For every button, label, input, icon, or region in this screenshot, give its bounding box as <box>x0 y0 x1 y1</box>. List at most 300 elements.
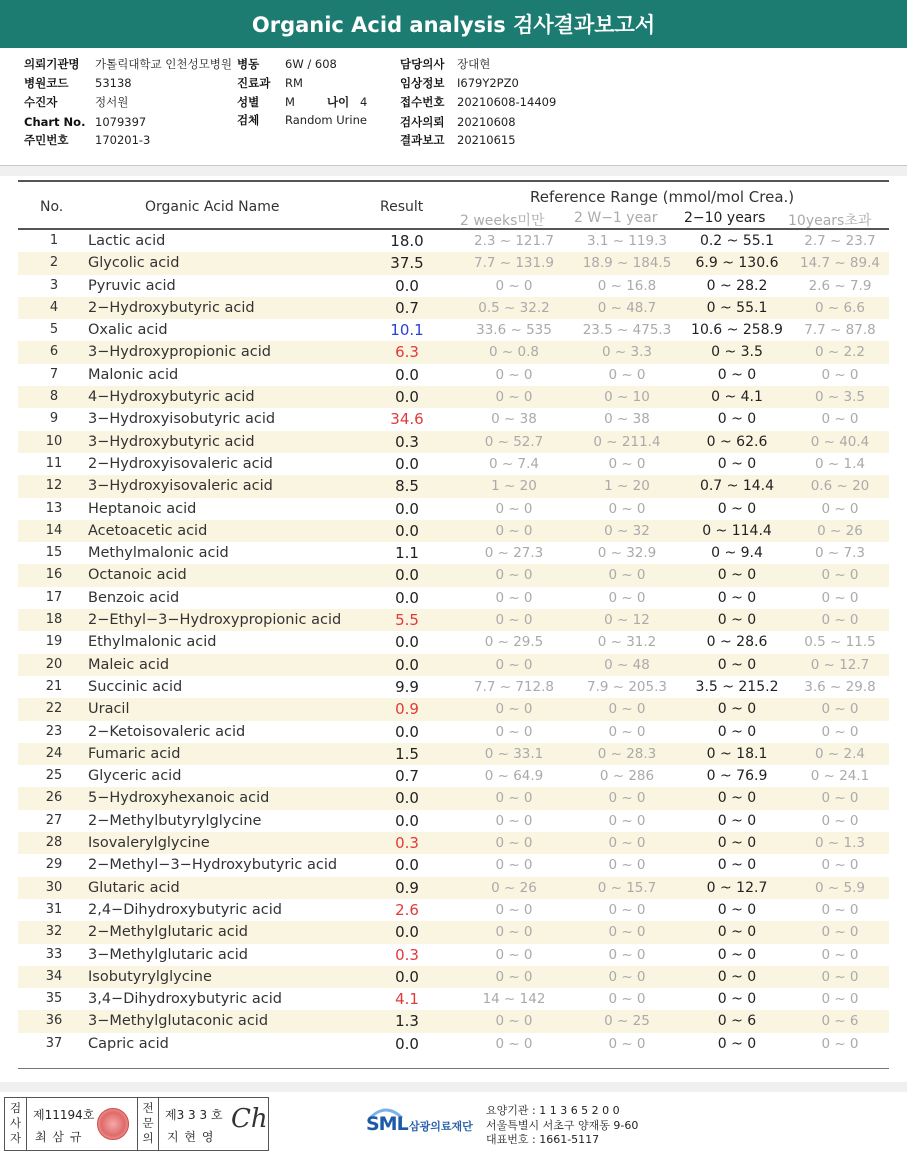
acid-name: Lactic acid <box>88 233 166 249</box>
ref-range-2-10y: 0 ~ 114.4 <box>702 522 772 539</box>
acid-name: 2−Hydroxyisovaleric acid <box>88 455 273 472</box>
table-row <box>18 698 889 720</box>
row-number: 15 <box>45 545 63 561</box>
ref-range-2weeks: 0 ~ 0 <box>495 522 533 539</box>
table-row <box>18 587 889 609</box>
acid-name: Malonic acid <box>88 366 179 383</box>
id-label: 주민번호 <box>24 133 69 147</box>
ref-range-2-10y: 3.5 ~ 215.2 <box>695 678 779 695</box>
ref-range-10y-plus: 0 ~ 0 <box>821 857 859 874</box>
ref-range-2weeks: 0 ~ 0 <box>495 1035 533 1052</box>
ref-range-2weeks: 33.6 ~ 535 <box>476 322 552 339</box>
sex-label: 성별 <box>237 95 260 109</box>
id-value: 170201-3 <box>95 133 151 147</box>
row-number: 3 <box>49 277 59 293</box>
acid-name: Isobutyrylglycine <box>88 968 212 985</box>
row-number: 13 <box>45 500 63 516</box>
result-value: 0.0 <box>395 588 419 607</box>
ref-col-2weeks: 2 weeks미만 <box>460 213 545 229</box>
ref-range-2weeks: 0 ~ 52.7 <box>484 433 544 450</box>
row-number: 26 <box>45 790 63 806</box>
ref-range-2weeks: 0 ~ 0 <box>495 701 533 718</box>
row-number: 14 <box>45 522 63 538</box>
ref-range-2-10y: 0 ~ 0 <box>717 723 757 740</box>
acid-name: 3−Methylglutaric acid <box>88 946 248 963</box>
table-row <box>18 810 889 832</box>
age-value: 4 <box>360 95 368 109</box>
col-result-header: Result <box>380 199 424 215</box>
ref-range-10y-plus: 0 ~ 40.4 <box>810 433 870 450</box>
ref-range-2weeks: 0 ~ 0 <box>495 924 533 941</box>
ref-range-2weeks: 0 ~ 0 <box>495 835 533 852</box>
acid-name: Isovalerylglycine <box>88 835 210 852</box>
row-number: 23 <box>45 723 63 739</box>
acid-name: Glyceric acid <box>88 768 182 785</box>
ref-range-2w-1y: 0 ~ 0 <box>608 723 646 740</box>
table-row <box>18 944 889 966</box>
row-number: 11 <box>45 455 63 471</box>
result-value: 0.0 <box>395 655 419 674</box>
ref-range-2weeks: 0 ~ 0 <box>495 723 533 740</box>
table-row <box>18 275 889 297</box>
row-number: 33 <box>45 946 63 962</box>
result-value: 0.0 <box>395 811 419 830</box>
acid-name: Pyruvic acid <box>88 277 176 294</box>
ref-range-10y-plus: 0 ~ 26 <box>817 522 863 539</box>
ref-range-2weeks: 0 ~ 0 <box>495 277 533 294</box>
ref-range-2w-1y: 0 ~ 48.7 <box>597 299 657 316</box>
acid-name: 2−Methyl−3−Hydroxybutyric acid <box>88 857 338 874</box>
acid-name: Octanoic acid <box>88 567 187 584</box>
ref-range-2-10y: 0.7 ~ 14.4 <box>699 478 775 495</box>
acid-name: Ethylmalonic acid <box>88 634 217 651</box>
ref-range-10y-plus: 0 ~ 0 <box>821 366 859 383</box>
result-value: 0.0 <box>395 789 419 808</box>
ref-range-2-10y: 0 ~ 28.2 <box>706 277 768 294</box>
ref-range-2weeks: 0 ~ 0 <box>495 389 533 406</box>
table-row <box>18 609 889 631</box>
ref-range-2weeks: 0 ~ 0 <box>495 500 533 517</box>
ref-range-2-10y: 0 ~ 0 <box>717 366 757 383</box>
ref-range-10y-plus: 0 ~ 0 <box>821 567 859 584</box>
result-value: 0.0 <box>395 1034 419 1053</box>
table-row <box>18 498 889 520</box>
ref-range-2weeks: 0 ~ 0 <box>495 612 533 629</box>
sml-logo-text: SML <box>366 1113 408 1135</box>
ref-range-2-10y: 0.2 ~ 55.1 <box>699 233 775 249</box>
acid-name: 4−Hydroxybutyric acid <box>88 389 255 406</box>
acid-name: 3−Hydroxypropionic acid <box>88 344 272 361</box>
row-number: 12 <box>45 478 63 494</box>
row-number: 6 <box>49 344 59 360</box>
footer-separator-band <box>0 1082 907 1092</box>
acid-name: Succinic acid <box>88 678 183 695</box>
row-number: 1 <box>49 233 59 248</box>
ref-range-10y-plus: 0 ~ 5.9 <box>815 879 865 896</box>
ref-col-2-10y: 2−10 years <box>684 210 766 226</box>
ref-range-10y-plus: 0 ~ 0 <box>821 812 859 829</box>
row-number: 25 <box>45 768 63 784</box>
ref-range-2w-1y: 0 ~ 0 <box>608 924 646 941</box>
table-row <box>18 1033 889 1055</box>
result-value: 0.3 <box>395 834 419 853</box>
table-row <box>18 765 889 787</box>
ref-range-2-10y: 0 ~ 9.4 <box>711 545 763 562</box>
table-row <box>18 721 889 743</box>
result-value: 0.0 <box>395 967 419 986</box>
acid-name: Glutaric acid <box>88 879 180 896</box>
ref-range-2w-1y: 0 ~ 3.3 <box>602 344 652 361</box>
ref-range-10y-plus: 3.6 ~ 29.8 <box>804 678 876 695</box>
ref-range-2weeks: 0 ~ 0 <box>495 901 533 918</box>
result-value: 2.6 <box>395 900 419 919</box>
ref-range-10y-plus: 0 ~ 2.2 <box>815 344 865 361</box>
table-row <box>18 676 889 698</box>
ref-range-10y-plus: 0 ~ 24.1 <box>810 768 870 785</box>
ref-range-2-10y: 0 ~ 0 <box>717 411 757 428</box>
row-number: 36 <box>45 1013 63 1029</box>
ref-range-2w-1y: 0 ~ 15.7 <box>597 879 657 896</box>
table-row <box>18 854 889 876</box>
request-value: 20210608 <box>457 115 516 129</box>
table-row <box>18 520 889 542</box>
ref-range-2w-1y: 0 ~ 0 <box>608 455 646 472</box>
signature-box <box>4 1097 269 1151</box>
table-row <box>18 386 889 408</box>
ref-range-10y-plus: 2.7 ~ 23.7 <box>804 233 876 249</box>
ref-range-10y-plus: 14.7 ~ 89.4 <box>799 255 880 272</box>
chart-no-label: Chart No. <box>24 115 86 129</box>
ref-range-2-10y: 0 ~ 28.6 <box>706 634 768 651</box>
table-row <box>18 988 889 1010</box>
table-bottom-rule <box>18 1068 889 1069</box>
result-value: 1.5 <box>395 744 419 763</box>
col-no-header: No. <box>40 199 64 215</box>
result-value: 1.1 <box>395 544 419 563</box>
receipt-label: 접수번호 <box>400 95 445 109</box>
row-number: 4 <box>49 299 59 315</box>
ref-range-2-10y: 0 ~ 62.6 <box>706 433 768 450</box>
ref-range-2w-1y: 18.9 ~ 184.5 <box>582 255 672 272</box>
table-row <box>18 921 889 943</box>
ref-range-2w-1y: 23.5 ~ 475.3 <box>582 322 672 339</box>
result-value: 0.9 <box>395 878 419 897</box>
ref-range-2w-1y: 0 ~ 0 <box>608 701 646 718</box>
row-number: 18 <box>45 612 63 628</box>
table-row <box>18 787 889 809</box>
tester-name: 최 삼 규 <box>35 1130 83 1144</box>
phone-number: 대표번호 : 1661-5117 <box>486 1133 600 1146</box>
row-number: 35 <box>45 991 63 1007</box>
result-value: 0.0 <box>395 365 419 384</box>
acid-name: 3−Hydroxybutyric acid <box>88 433 255 450</box>
result-value: 0.0 <box>395 856 419 875</box>
table-row <box>18 654 889 676</box>
result-value: 0.7 <box>395 767 419 786</box>
result-value: 5.5 <box>395 611 419 630</box>
table-row <box>18 877 889 899</box>
result-value: 0.0 <box>395 722 419 741</box>
acid-name: 3−Methylglutaconic acid <box>88 1013 269 1030</box>
table-row <box>18 899 889 921</box>
row-number: 5 <box>49 322 59 338</box>
ref-range-2weeks: 0 ~ 27.3 <box>484 545 544 562</box>
ref-range-2-10y: 0 ~ 0 <box>717 857 757 874</box>
reviewer-license-no: 제3 3 3 호 <box>165 1108 223 1122</box>
acid-name: 2−Ethyl−3−Hydroxypropionic acid <box>88 612 342 629</box>
ref-range-2-10y: 10.6 ~ 258.9 <box>691 322 783 339</box>
ref-range-2w-1y: 0 ~ 0 <box>608 567 646 584</box>
ref-range-2-10y: 0 ~ 0 <box>717 589 757 606</box>
ref-range-10y-plus: 0 ~ 0 <box>821 1035 859 1052</box>
ref-range-2weeks: 0.5 ~ 32.2 <box>478 299 550 316</box>
ref-range-2-10y: 0 ~ 55.1 <box>706 299 768 316</box>
table-row <box>18 743 889 765</box>
ref-range-10y-plus: 0 ~ 7.3 <box>815 545 865 562</box>
ref-range-2weeks: 0 ~ 0 <box>495 656 533 673</box>
ref-range-2w-1y: 0 ~ 0 <box>608 991 646 1008</box>
ref-range-2w-1y: 0 ~ 10 <box>604 389 650 406</box>
ref-range-10y-plus: 0 ~ 0 <box>821 968 859 985</box>
specimen-label: 검체 <box>237 113 260 127</box>
table-header <box>18 180 889 230</box>
ref-range-2-10y: 0 ~ 12.7 <box>706 879 768 896</box>
row-number: 29 <box>45 857 63 873</box>
ref-range-2weeks: 0 ~ 26 <box>491 879 537 896</box>
ref-range-10y-plus: 0 ~ 6.6 <box>815 299 865 316</box>
row-number: 16 <box>45 567 63 583</box>
ref-range-2weeks: 0 ~ 0 <box>495 567 533 584</box>
result-value: 6.3 <box>395 343 419 362</box>
row-number: 37 <box>45 1035 63 1051</box>
ref-range-10y-plus: 0 ~ 0 <box>821 612 859 629</box>
table-row <box>18 542 889 564</box>
ref-range-2weeks: 7.7 ~ 131.9 <box>473 255 554 272</box>
ref-range-2-10y: 0 ~ 0 <box>717 500 757 517</box>
handwritten-signature: Ch <box>231 1104 268 1134</box>
ref-range-10y-plus: 0 ~ 0 <box>821 411 859 428</box>
result-value: 0.3 <box>395 432 419 451</box>
ref-range-10y-plus: 0 ~ 6 <box>821 1013 859 1030</box>
acid-name: Fumaric acid <box>88 745 181 762</box>
ref-range-10y-plus: 0 ~ 0 <box>821 946 859 963</box>
ref-range-2weeks: 14 ~ 142 <box>482 991 546 1008</box>
patient-value: 정서원 <box>95 95 129 109</box>
row-number: 7 <box>49 366 59 382</box>
ref-range-10y-plus: 0 ~ 1.3 <box>815 835 865 852</box>
ref-range-10y-plus: 0.6 ~ 20 <box>810 478 870 495</box>
acid-name: 3−Hydroxyisovaleric acid <box>88 478 273 495</box>
chart-no-value: 1079397 <box>95 115 147 129</box>
table-row <box>18 1010 889 1032</box>
ref-range-2weeks: 2.3 ~ 121.7 <box>473 233 554 249</box>
ref-range-2weeks: 0 ~ 0 <box>495 812 533 829</box>
table-row <box>18 252 889 274</box>
receipt-value: 20210608-14409 <box>457 95 557 109</box>
ref-range-2w-1y: 0 ~ 0 <box>608 500 646 517</box>
ref-range-2w-1y: 0 ~ 0 <box>608 857 646 874</box>
row-number: 9 <box>49 411 59 427</box>
ref-range-2w-1y: 0 ~ 48 <box>604 656 650 673</box>
code-value: 53138 <box>95 76 132 90</box>
result-value: 1.3 <box>395 1012 419 1031</box>
results-table <box>18 180 889 1055</box>
acid-name: 3−Hydroxyisobutyric acid <box>88 411 276 428</box>
ref-range-2-10y: 0 ~ 0 <box>717 790 757 807</box>
reviewer-name: 지 현 영 <box>167 1130 215 1144</box>
institution-label: 의뢰기관명 <box>24 57 80 71</box>
code-label: 병원코드 <box>24 76 69 90</box>
table-body <box>18 230 889 1055</box>
ref-range-2w-1y: 0 ~ 0 <box>608 835 646 852</box>
col-ref-header: Reference Range (mmol/mol Crea.) <box>530 188 795 206</box>
ward-label: 병동 <box>237 57 260 71</box>
table-row <box>18 230 889 252</box>
ref-range-2-10y: 0 ~ 0 <box>717 656 757 673</box>
patient-info-section <box>0 48 907 166</box>
table-row <box>18 297 889 319</box>
acid-name: 2,4−Dihydroxybutyric acid <box>88 901 282 918</box>
ref-range-2w-1y: 0 ~ 0 <box>608 901 646 918</box>
ref-range-2weeks: 0 ~ 7.4 <box>489 455 539 472</box>
tester-label: 검 사 자 <box>5 1098 27 1150</box>
result-value: 0.0 <box>395 566 419 585</box>
table-row <box>18 341 889 363</box>
result-value: 9.9 <box>395 677 419 696</box>
ref-range-2w-1y: 0 ~ 25 <box>604 1013 650 1030</box>
ref-range-2-10y: 0 ~ 0 <box>717 946 757 963</box>
result-value: 0.7 <box>395 298 419 317</box>
ref-range-2w-1y: 0 ~ 12 <box>604 612 650 629</box>
result-value: 0.0 <box>395 276 419 295</box>
age-label: 나이 <box>327 95 350 109</box>
ref-range-10y-plus: 0 ~ 2.4 <box>815 745 865 762</box>
ref-range-2w-1y: 0 ~ 0 <box>608 968 646 985</box>
ref-range-2w-1y: 0 ~ 28.3 <box>597 745 657 762</box>
ref-range-2w-1y: 3.1 ~ 119.3 <box>586 233 667 249</box>
row-number: 17 <box>45 589 63 605</box>
ref-range-10y-plus: 0 ~ 1.4 <box>815 455 865 472</box>
ref-range-2-10y: 0 ~ 0 <box>717 567 757 584</box>
row-number: 21 <box>45 678 63 694</box>
acid-name: 2−Hydroxybutyric acid <box>88 299 255 316</box>
acid-name: Benzoic acid <box>88 589 180 606</box>
ref-col-10y-plus: 10years초과 <box>788 213 872 229</box>
result-value: 18.0 <box>390 232 424 250</box>
ref-range-2w-1y: 0 ~ 31.2 <box>597 634 657 651</box>
specimen-value: Random Urine <box>285 113 367 127</box>
ref-range-2-10y: 0 ~ 0 <box>717 991 757 1008</box>
ref-range-2weeks: 1 ~ 20 <box>491 478 537 495</box>
ref-range-10y-plus: 0 ~ 0 <box>821 924 859 941</box>
ref-range-10y-plus: 0 ~ 0 <box>821 723 859 740</box>
ref-range-2weeks: 0 ~ 0 <box>495 968 533 985</box>
sex-value: M <box>285 95 295 109</box>
dept-label: 진료과 <box>237 76 271 90</box>
ref-range-2weeks: 0 ~ 0 <box>495 1013 533 1030</box>
ref-range-2weeks: 7.7 ~ 712.8 <box>473 678 554 695</box>
ref-range-2-10y: 6.9 ~ 130.6 <box>695 255 779 272</box>
ward-value: 6W / 608 <box>285 57 337 71</box>
row-number: 28 <box>45 835 63 851</box>
table-row <box>18 564 889 586</box>
acid-name: 5−Hydroxyhexanoic acid <box>88 790 270 807</box>
row-number: 31 <box>45 901 63 917</box>
ref-range-2w-1y: 0 ~ 32.9 <box>597 545 657 562</box>
clinical-value: I679Y2PZ0 <box>457 76 519 90</box>
institution-value: 가톨릭대학교 인천성모병원 <box>95 57 232 71</box>
ref-range-2-10y: 0 ~ 0 <box>717 924 757 941</box>
ref-range-2w-1y: 0 ~ 0 <box>608 589 646 606</box>
ref-range-10y-plus: 0 ~ 0 <box>821 790 859 807</box>
row-number: 20 <box>45 656 63 672</box>
doctor-value: 장대현 <box>457 57 491 71</box>
table-row <box>18 631 889 653</box>
result-value: 0.0 <box>395 388 419 407</box>
row-number: 8 <box>49 389 59 405</box>
ref-range-2-10y: 0 ~ 0 <box>717 812 757 829</box>
acid-name: Maleic acid <box>88 656 170 673</box>
row-number: 22 <box>45 701 63 717</box>
ref-range-2w-1y: 0 ~ 0 <box>608 812 646 829</box>
dept-value: RM <box>285 76 303 90</box>
ref-range-2w-1y: 0 ~ 0 <box>608 946 646 963</box>
ref-range-2-10y: 0 ~ 0 <box>717 901 757 918</box>
ref-range-2weeks: 0 ~ 29.5 <box>484 634 544 651</box>
table-row <box>18 966 889 988</box>
ref-range-2-10y: 0 ~ 18.1 <box>706 745 768 762</box>
row-number: 34 <box>45 968 63 984</box>
row-number: 30 <box>45 879 63 895</box>
report-date-label: 결과보고 <box>400 133 445 147</box>
result-value: 0.3 <box>395 945 419 964</box>
table-row <box>18 832 889 854</box>
table-row <box>18 475 889 497</box>
report-title: Organic Acid analysis 검사결과보고서 <box>0 0 907 48</box>
organization-address <box>486 1104 638 1148</box>
ref-range-2w-1y: 0 ~ 0 <box>608 790 646 807</box>
organization-name: 삼광의료재단 <box>409 1120 473 1133</box>
ref-range-2w-1y: 7.9 ~ 205.3 <box>586 678 667 695</box>
acid-name: Oxalic acid <box>88 322 168 339</box>
ref-range-2-10y: 0 ~ 0 <box>717 968 757 985</box>
ref-range-2-10y: 0 ~ 4.1 <box>711 389 763 406</box>
acid-name: 2−Methylbutyrylglycine <box>88 812 262 829</box>
ref-range-2weeks: 0 ~ 0 <box>495 790 533 807</box>
ref-range-2weeks: 0 ~ 0.8 <box>489 344 539 361</box>
row-number: 32 <box>45 924 63 940</box>
result-value: 8.5 <box>395 477 419 496</box>
row-number: 2 <box>49 255 59 271</box>
ref-range-2weeks: 0 ~ 0 <box>495 946 533 963</box>
ref-range-2w-1y: 0 ~ 38 <box>604 411 650 428</box>
clinical-label: 임상정보 <box>400 76 445 90</box>
ref-range-2w-1y: 0 ~ 211.4 <box>593 433 661 450</box>
tester-license-no: 제11194호 <box>33 1108 95 1122</box>
acid-name: 2−Ketoisovaleric acid <box>88 723 246 740</box>
result-value: 0.0 <box>395 499 419 518</box>
ref-range-2weeks: 0 ~ 64.9 <box>484 768 544 785</box>
table-row <box>18 319 889 341</box>
ref-range-10y-plus: 0 ~ 12.7 <box>810 656 870 673</box>
result-value: 0.0 <box>395 521 419 540</box>
separator-band <box>0 166 907 176</box>
ref-range-2-10y: 0 ~ 6 <box>717 1013 757 1030</box>
result-value: 10.1 <box>390 321 424 340</box>
result-value: 34.6 <box>390 410 424 429</box>
result-value: 0.9 <box>395 700 419 719</box>
ref-range-2-10y: 0 ~ 0 <box>717 835 757 852</box>
